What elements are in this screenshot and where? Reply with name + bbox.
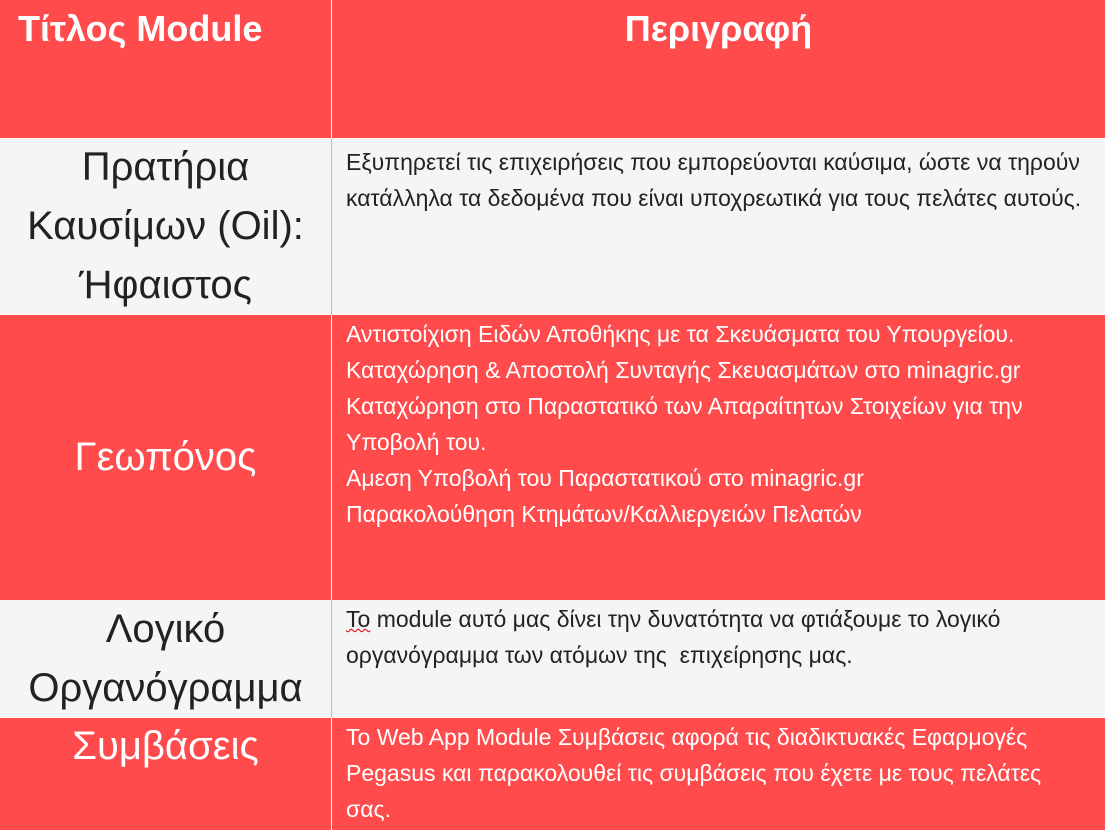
table-row [0,718,1105,830]
module-title: Πρατήρια Καυσίμων (Oil): Ήφαιστος [0,138,332,315]
description-line: Εξυπηρετεί τις επιχειρήσεις που εμπορεύονται καύσιμα, ώστε να τηρούν κατάλληλα τα δεδομένα που είναι υποχρεωτικά για τους πελάτες αυτούς. [346,149,1087,211]
description-line: Καταχώρηση & Αποστολή Συνταγής Σκευασμάτων στο minagric.gr [346,357,1021,383]
module-title: Λογικό Οργανόγραμμα [0,600,332,718]
module-title: Συμβάσεις [0,718,332,830]
spellcheck-word: Το [346,606,371,632]
description-line: Το Web App Module Συμβάσεις αφορά τις διαδικτυακές Εφαρμογές Pegasus και παρακολουθεί τις συμβάσεις που έχετε με τους πελάτες σας. [346,724,1048,822]
table-row [0,600,1105,718]
module-description [332,600,1105,718]
table-row [0,315,1105,600]
module-description [332,718,1105,830]
table-row [0,138,1105,315]
header-title-module: Τίτλος Module [0,0,332,138]
module-description [332,315,1105,600]
header-description: Περιγραφή [624,8,813,49]
description-line: module αυτό μας δίνει την δυνατότητα να φτιάξουμε το λογικό οργανόγραμμα των ατόμων της επιχείρησης μας. [346,606,1007,668]
module-title: Γεωπόνος [0,315,332,600]
module-description [332,138,1105,315]
description-line: Παρακολούθηση Κτημάτων/Καλλιεργειών Πελατών [346,501,862,527]
description-line: Αμεση Υποβολή του Παραστατικού στο minagric.gr [346,465,864,491]
description-line: Καταχώρηση στο Παραστατικό των Απαραίτητων Στοιχείων για την Υποβολή του. [346,393,1029,455]
header-row [0,0,1105,138]
description-line: Αντιστοίχιση Ειδών Αποθήκης με τα Σκευάσματα του Υπουργείου. [346,321,1015,347]
